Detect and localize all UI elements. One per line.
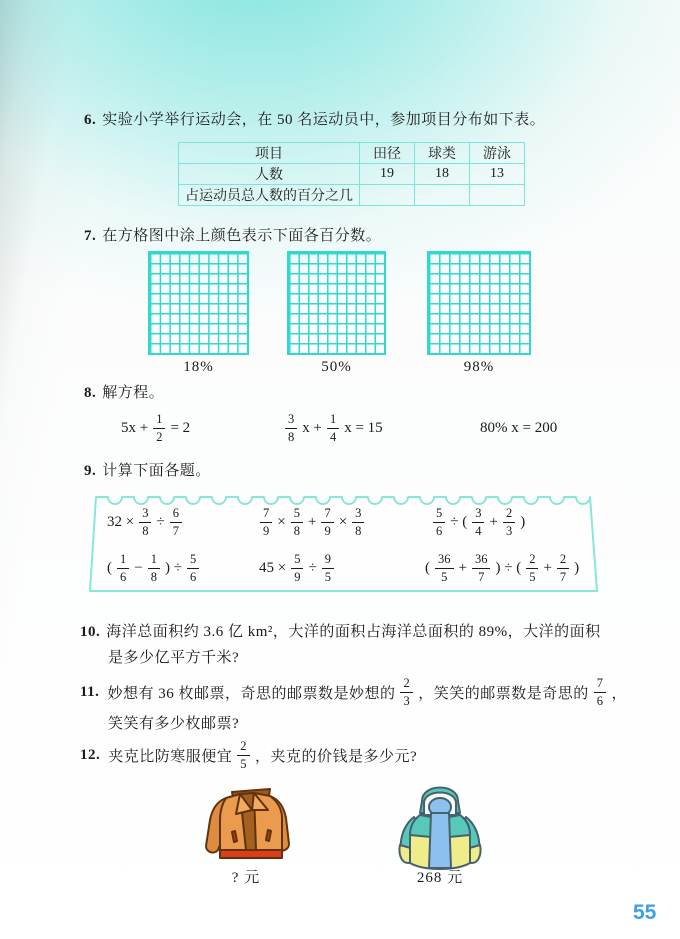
- calc-expression-4: [105, 548, 202, 588]
- table-cell: [470, 185, 525, 206]
- problem-10-statement: [80, 620, 601, 641]
- fraction: $\frac{36}{5}$: [435, 553, 454, 584]
- expression-text: (: [425, 559, 430, 576]
- fraction: $\frac{2}{3}$: [503, 507, 515, 538]
- orange-jacket-image: [196, 784, 296, 873]
- fraction: $\frac{2}{5}$: [237, 740, 250, 771]
- calc-expression-1: [105, 502, 185, 542]
- grid-label-2: 50%: [321, 359, 352, 375]
- fraction: $\frac{3}{8}$: [352, 507, 364, 538]
- fraction: $\frac{1}{4}$: [327, 413, 339, 444]
- problem-7-text: 在方格图中涂上颜色表示下面各百分数。: [102, 228, 382, 244]
- fraction: $\frac{1}{6}$: [117, 553, 129, 584]
- fraction: $\frac{3}{8}$: [285, 413, 297, 444]
- fraction: $\frac{5}{9}$: [291, 553, 303, 584]
- percent-grid-1: [148, 251, 249, 355]
- equation-1: [119, 408, 192, 448]
- expression-text: (: [107, 559, 112, 576]
- expression-text: ÷: [156, 513, 165, 530]
- fraction: $\frac{3}{8}$: [139, 507, 151, 538]
- fraction: $\frac{2}{5}$: [526, 553, 538, 584]
- problem-11-line2: 笑笑有多少枚邮票?: [108, 716, 240, 732]
- jacket-price-label: ? 元: [231, 870, 261, 886]
- calc-expression-3: [430, 502, 527, 542]
- fraction: $\frac{5}{6}$: [433, 507, 445, 538]
- expression-text: ，: [611, 685, 627, 702]
- expression-text: −: [134, 559, 143, 576]
- table-cell: 19: [360, 164, 415, 185]
- expression-text: 32 ×: [107, 513, 135, 530]
- problem-8-text: 解方程。: [102, 385, 165, 401]
- calculation-box: [85, 486, 600, 600]
- table-cell: 游泳: [470, 143, 525, 164]
- problem-9-text: 计算下面各题。: [102, 463, 211, 479]
- problem-10-line1: 海洋总面积约 3.6 亿 km²，大洋的面积占海洋总面积的 89%，大洋的面积: [106, 624, 601, 640]
- fraction: $\frac{1}{2}$: [153, 413, 165, 444]
- table-cell: 人数: [179, 164, 360, 185]
- expression-text: +: [543, 559, 552, 576]
- expression-text: x = 15: [344, 419, 383, 436]
- fraction: $\frac{2}{3}$: [400, 677, 413, 708]
- expression-text: ÷ (: [450, 513, 468, 530]
- page-number: 55: [633, 901, 657, 924]
- problem-12-statement: [80, 737, 419, 773]
- expression-text: 夹克比防寒服便宜: [108, 748, 233, 765]
- expression-text: 5x +: [121, 419, 149, 436]
- fraction: $\frac{7}{9}$: [260, 507, 272, 538]
- problem-6-statement: [84, 108, 545, 129]
- equation-2: [282, 408, 385, 448]
- table-cell: 球类: [415, 143, 470, 164]
- fraction: $\frac{1}{8}$: [148, 553, 160, 584]
- grid-label-3: 98%: [463, 359, 495, 375]
- fraction: $\frac{7}{9}$: [321, 507, 333, 538]
- problem-12-number: 12.: [80, 746, 101, 763]
- expression-text: ，夹克的价钱是多少元?: [255, 748, 418, 765]
- table-cell: 占运动员总人数的百分之几: [179, 185, 360, 206]
- expression-text: ×: [338, 513, 348, 530]
- expression-text: 妙想有 36 枚邮票，奇思的邮票数是妙想的: [107, 685, 396, 702]
- table-cell: [360, 185, 415, 206]
- problem-11-statement: [80, 674, 629, 710]
- fraction: $\frac{36}{7}$: [472, 553, 491, 584]
- problem-11-number: 11.: [80, 683, 100, 700]
- fraction: $\frac{3}{4}$: [472, 507, 484, 538]
- calc-expression-2: [257, 502, 367, 542]
- table-cell: 田径: [360, 143, 415, 164]
- table-cell: 18: [415, 164, 470, 185]
- calc-expression-6: [423, 548, 581, 588]
- percent-grid-2: [287, 251, 386, 355]
- equation-3: [478, 408, 559, 448]
- table-row: [179, 185, 525, 206]
- coat-price-label: 268 元: [416, 870, 464, 886]
- problem-6-text: 实验小学举行运动会，在 50 名运动员中，参加项目分布如下表。: [102, 112, 546, 128]
- expression-text: ，笑笑的邮票数是奇思的: [418, 685, 589, 702]
- winter-coat-image: [398, 779, 482, 876]
- problem-10-number: 10.: [80, 624, 101, 640]
- expression-text: +: [489, 513, 498, 530]
- problem-12-line: [106, 740, 419, 771]
- problem-8-number: 8.: [84, 385, 97, 401]
- fraction: $\frac{5}{6}$: [187, 553, 199, 584]
- problem-11-line1: [105, 677, 629, 708]
- expression-text: 45 ×: [259, 559, 287, 576]
- table-cell: [415, 185, 470, 206]
- expression-text: +: [458, 559, 467, 576]
- fraction: $\frac{6}{7}$: [170, 507, 182, 538]
- expression-text: ): [520, 513, 526, 530]
- expression-text: 80% x = 200: [480, 419, 558, 436]
- percent-grid-3: [427, 251, 531, 355]
- problem-10-line2: 是多少亿平方千米?: [108, 650, 240, 666]
- table-cell: 13: [470, 164, 525, 185]
- problem-7-statement: [84, 224, 381, 245]
- sports-table: [178, 142, 525, 206]
- fraction: $\frac{5}{8}$: [291, 507, 303, 538]
- problem-7-number: 7.: [84, 228, 97, 244]
- problem-9-number: 9.: [84, 463, 97, 479]
- expression-text: = 2: [170, 419, 191, 436]
- table-cell: 项目: [179, 143, 360, 164]
- grid-label-1: 18%: [183, 359, 214, 375]
- expression-text: ×: [277, 513, 286, 530]
- fraction: $\frac{7}{6}$: [594, 677, 607, 708]
- problem-6-number: 6.: [84, 112, 97, 128]
- calc-expression-5: [257, 548, 337, 588]
- expression-text: ) ÷: [164, 559, 182, 576]
- fraction: $\frac{9}{5}$: [322, 553, 334, 584]
- expression-text: +: [307, 513, 317, 530]
- table-row: [179, 143, 525, 164]
- problem-8-statement: [84, 381, 164, 402]
- expression-text: ÷: [308, 559, 317, 576]
- fraction: $\frac{2}{7}$: [557, 553, 569, 584]
- expression-text: ) ÷ (: [495, 559, 522, 576]
- problem-9-statement: [84, 459, 211, 480]
- table-row: [179, 164, 525, 185]
- expression-text: x +: [302, 419, 322, 436]
- expression-text: ): [574, 559, 580, 576]
